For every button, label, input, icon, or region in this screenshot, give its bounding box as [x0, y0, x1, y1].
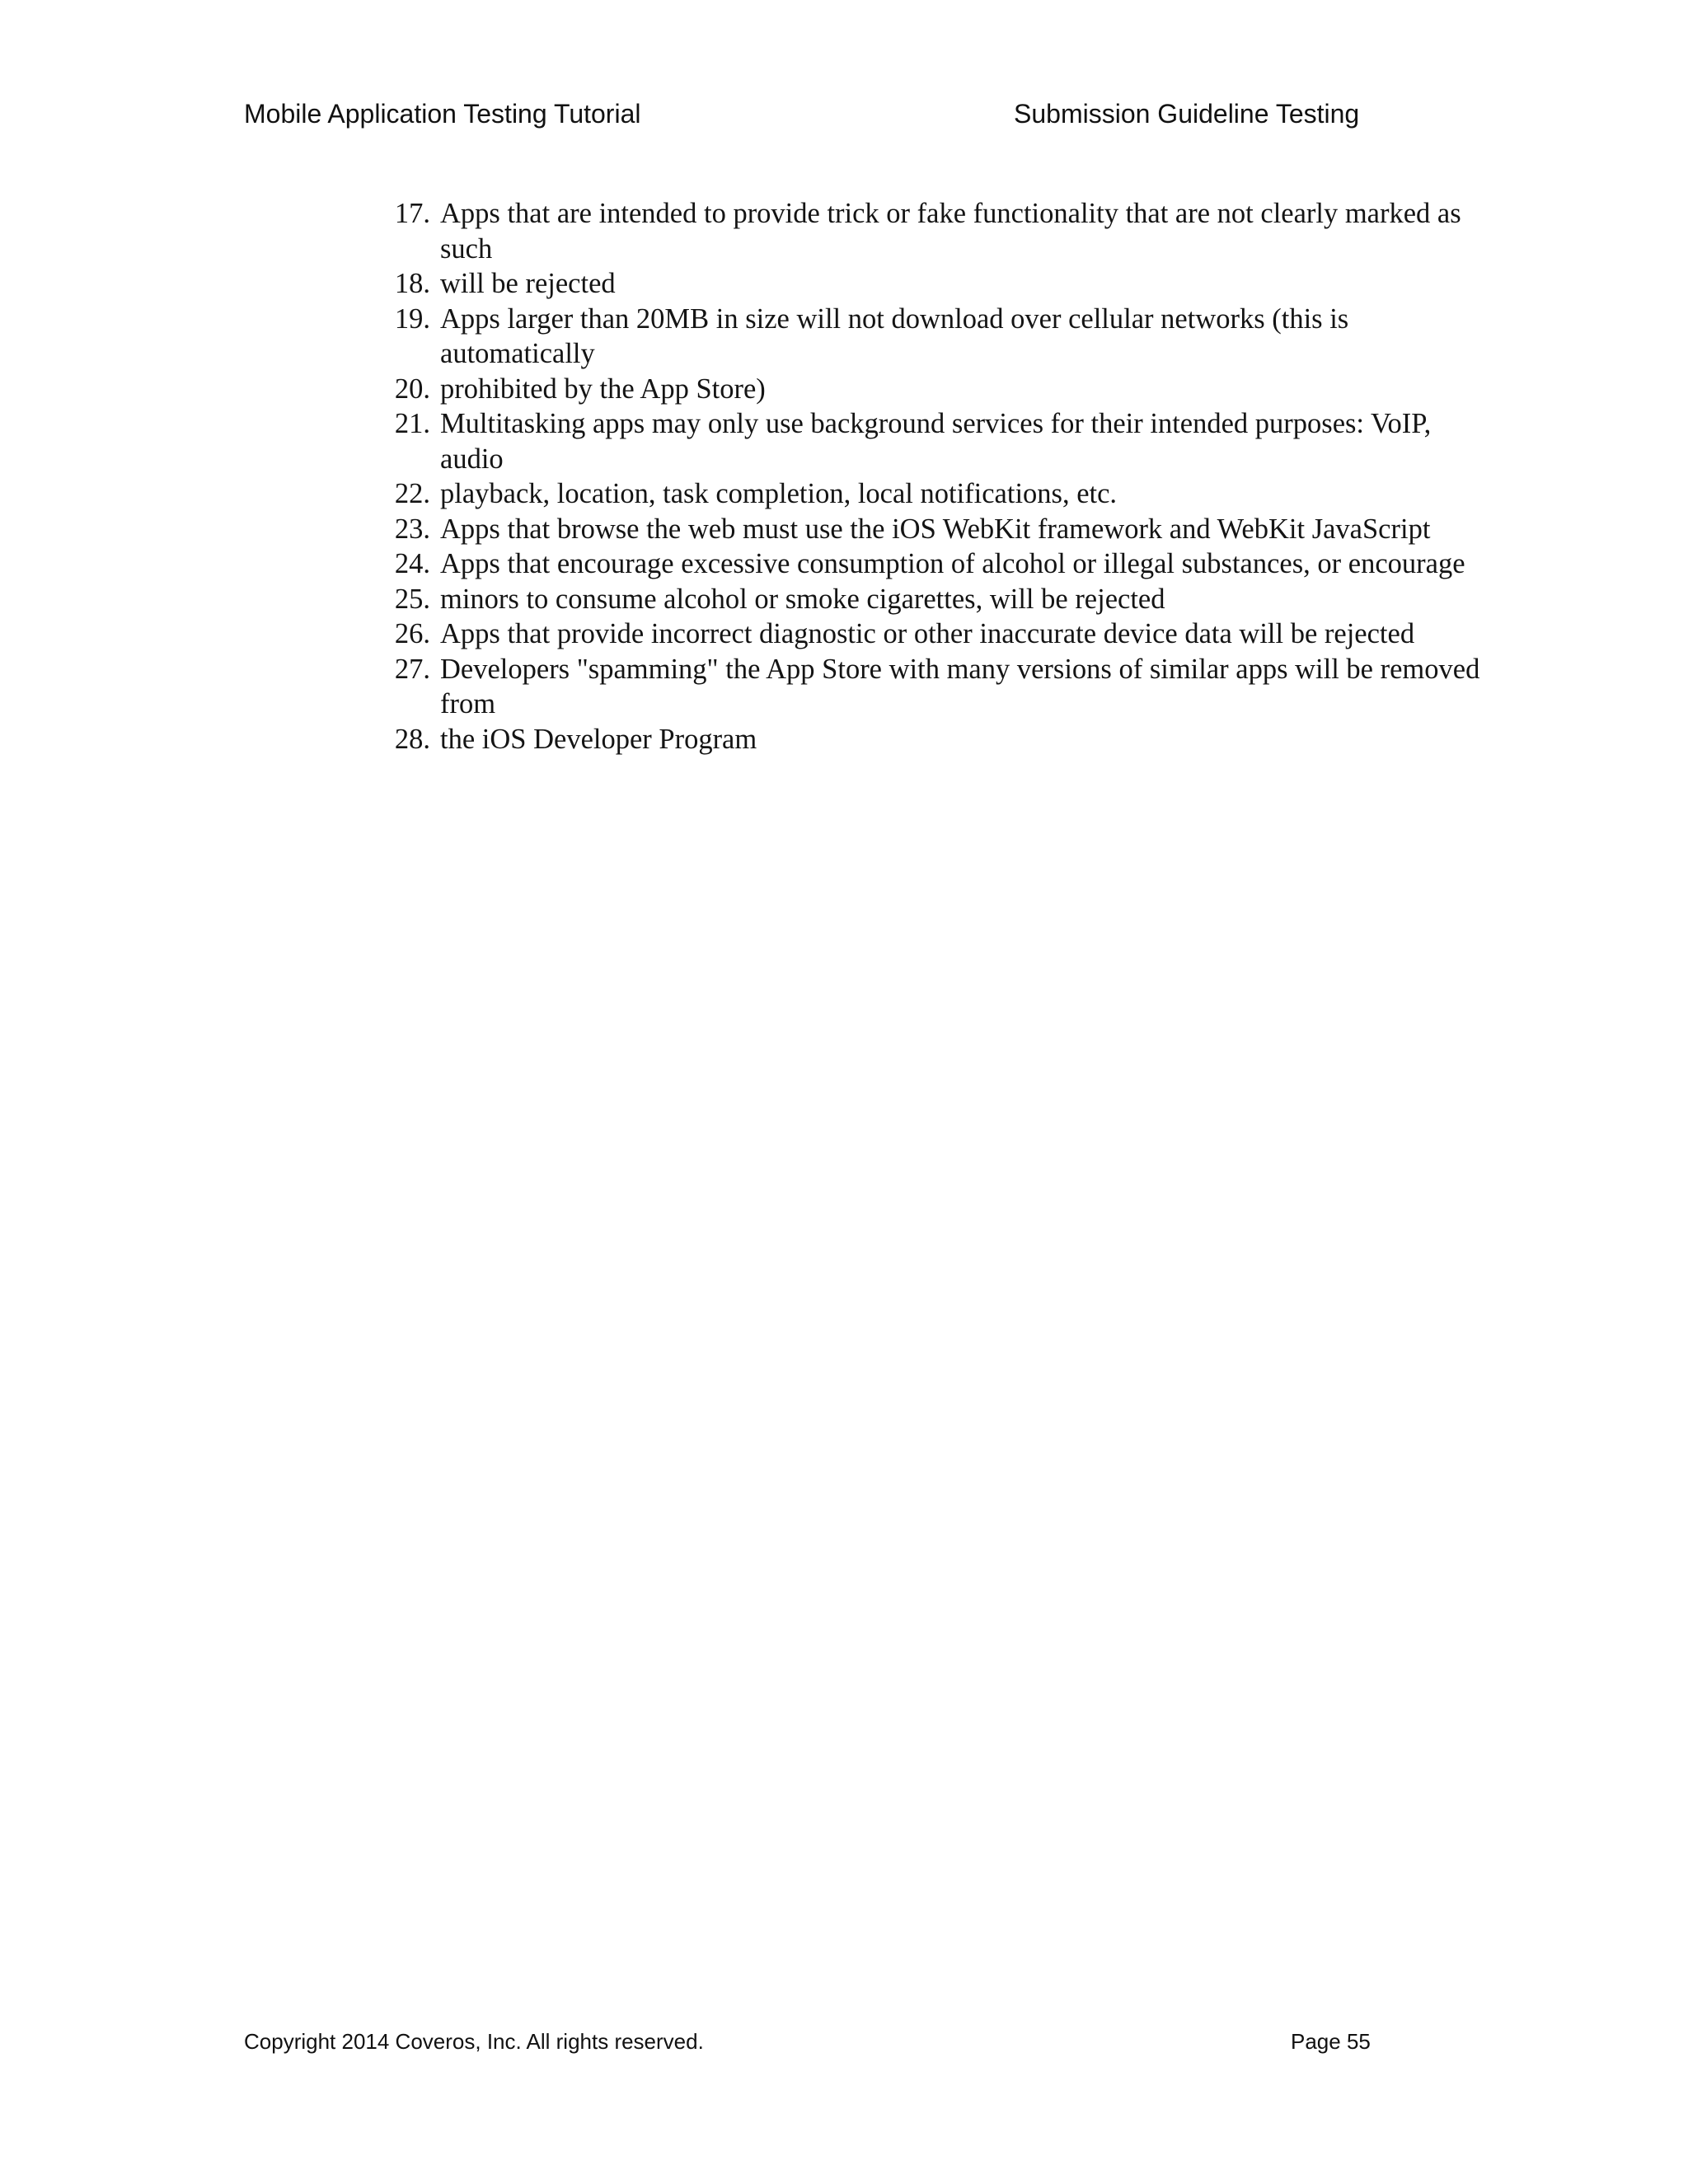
list-item: [387, 582, 1484, 617]
list-item-number: 21.: [394, 408, 430, 439]
list-item-number: 20.: [394, 373, 430, 405]
list-item-number: 24.: [394, 548, 430, 579]
guideline-list: [387, 196, 1484, 757]
list-item-text: playback, location, task completion, local notifications, etc.: [440, 478, 1118, 509]
list-item-text: Apps that encourage excessive consumption of alcohol or illegal substances, or encourage: [440, 548, 1465, 579]
list-item-number: 22.: [394, 478, 430, 509]
list-item: [387, 476, 1484, 512]
list-item-number: 25.: [394, 583, 430, 615]
list-item: [387, 302, 1484, 372]
footer-page-number: Page 55: [1291, 2029, 1371, 2054]
header-section-title: Submission Guideline Testing: [1014, 99, 1360, 129]
list-item: [387, 372, 1484, 407]
list-item-text: minors to consume alcohol or smoke cigarettes, will be rejected: [440, 583, 1165, 615]
list-item-number: 26.: [394, 618, 430, 649]
list-item-text: will be rejected: [440, 268, 616, 299]
footer-copyright: Copyright 2014 Coveros, Inc. All rights reserved.: [244, 2029, 704, 2054]
list-item: [387, 196, 1484, 266]
list-item-text: Apps that provide incorrect diagnostic or other inaccurate device data will be rejected: [440, 618, 1415, 649]
list-item-text: Apps that are intended to provide trick or fake functionality that are not clearly marked as such: [440, 198, 1461, 265]
list-item-text: Apps that browse the web must use the iOS WebKit framework and WebKit JavaScript: [440, 513, 1431, 545]
list-item: [387, 722, 1484, 757]
list-item-number: 17.: [394, 198, 430, 229]
list-item: [387, 266, 1484, 302]
list-item: [387, 616, 1484, 652]
list-item-number: 19.: [394, 302, 430, 335]
header-document-title: Mobile Application Testing Tutorial: [244, 99, 641, 129]
list-item-text: Developers "spamming" the App Store with many versions of similar apps will be removed from: [440, 653, 1480, 719]
list-item-text: prohibited by the App Store): [440, 373, 766, 405]
list-item: [387, 512, 1484, 547]
list-item-text: Apps larger than 20MB in size will not download over cellular networks (this is automatically: [440, 302, 1349, 369]
list-item-number: 28.: [394, 723, 430, 755]
list-item-text: the iOS Developer Program: [440, 723, 757, 755]
list-item-number: 18.: [394, 268, 430, 299]
list-item-text: Multitasking apps may only use background services for their intended purposes: VoIP, audio: [440, 408, 1432, 475]
list-item: [387, 652, 1484, 722]
list-item: [387, 406, 1484, 476]
list-item-number: 23.: [394, 513, 430, 545]
list-item: [387, 546, 1484, 582]
list-item-number: 27.: [394, 653, 430, 685]
